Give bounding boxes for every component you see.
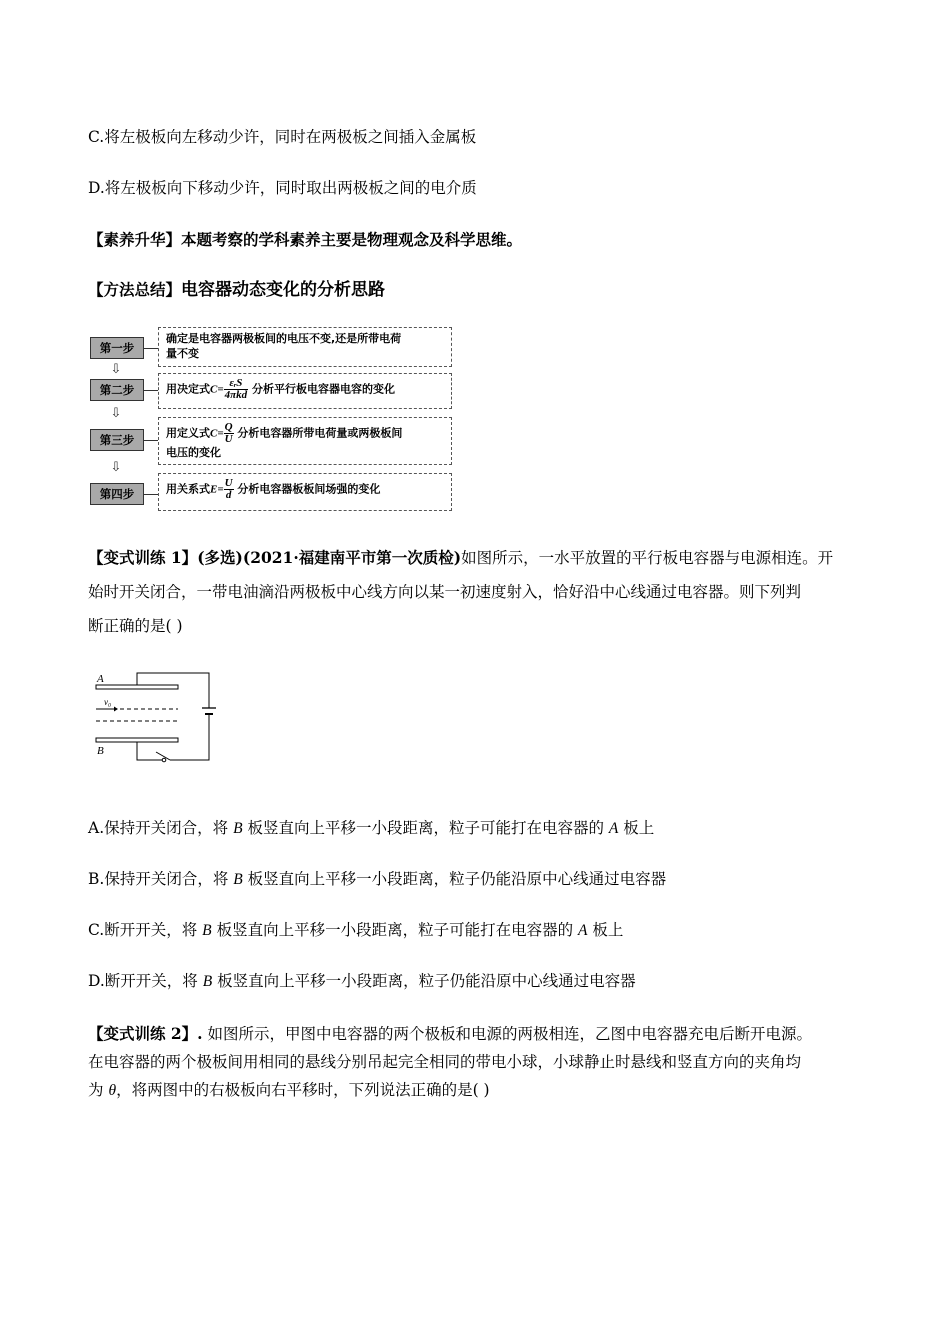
step-3-pre: 用定义式 — [166, 426, 210, 440]
q1-option-d-var: B — [202, 973, 213, 990]
connector-2 — [144, 390, 158, 391]
step-1-line2: 量不变 — [166, 347, 199, 360]
down-arrow-icon: ⇩ — [110, 406, 122, 421]
q1-option-a — [88, 818, 654, 839]
capacitor-circuit-figure — [90, 668, 220, 768]
step-3-line2: 电压的变化 — [166, 446, 221, 459]
step-4-box — [158, 473, 452, 511]
question-1-label: 【变式训练 1】 — [88, 548, 198, 567]
plate-b-label: B — [97, 745, 104, 757]
q1-option-a-var2: A — [608, 820, 619, 837]
switch-pivot — [162, 758, 166, 762]
q1-option-a-post: 板上 — [618, 819, 655, 837]
q1-option-a-mid: 板竖直向上平移一小段距离，粒子可能打在电容器的 — [242, 819, 609, 837]
step-4-lhs: E= — [210, 483, 224, 496]
down-arrow-icon: ⇩ — [110, 362, 122, 377]
step-4-label: 第四步 — [90, 483, 144, 505]
velocity-arrowhead-icon — [114, 707, 118, 712]
question-2-line3-post: ，将两图中的右极板向右平移时，下列说法正确的是( ) — [116, 1081, 490, 1099]
step-3-box — [158, 417, 452, 465]
method-section — [88, 280, 385, 300]
plate-a-label: A — [97, 673, 104, 685]
option-c-prev: C.将左极板向左移动少许，同时在两极板之间插入金属板 — [88, 128, 477, 146]
step-4-pre: 用关系式 — [166, 482, 210, 496]
question-1-tag: (多选)(2021·福建南平市第一次质检) — [197, 548, 462, 567]
step-4-post: 分析电容器板板间场强的变化 — [237, 482, 381, 496]
q1-option-d-pre: D.断开开关，将 — [88, 972, 203, 990]
question-1-line2: 始时开关闭合，一带电油滴沿两极板中心线方向以某一初速度射入，恰好沿中心线通过电容器。则下列判 — [88, 583, 802, 601]
q1-option-d — [88, 971, 636, 992]
method-title: 电容器动态变化的分析思路 — [181, 280, 386, 300]
question-2-text1: 如图所示，甲图中电容器的两个极板和电源的两极相连，乙图中电容器充电后断开电源。 — [202, 1025, 813, 1043]
question-1-line3: 断正确的是( ) — [88, 617, 183, 635]
step-2-lhs: C= — [210, 383, 224, 396]
question-1 — [88, 541, 868, 643]
step-2-box — [158, 373, 452, 409]
question-2-line3-pre: 为 — [88, 1081, 109, 1099]
step-4-den: d — [225, 489, 232, 501]
step-3-num: Q — [224, 421, 233, 433]
connector-4 — [144, 494, 158, 495]
step-2-pre: 用决定式 — [166, 382, 210, 396]
question-2-line3 — [88, 1076, 868, 1105]
down-arrow-icon: ⇩ — [110, 460, 122, 475]
step-3-label: 第三步 — [90, 429, 144, 451]
question-2-theta: θ — [108, 1082, 117, 1099]
q1-option-d-post: 板竖直向上平移一小段距离，粒子仍能沿原中心线通过电容器 — [212, 972, 636, 990]
plate-b — [96, 738, 178, 742]
question-2-label: 【变式训练 2】. — [88, 1024, 203, 1043]
step-3-fraction — [224, 422, 234, 445]
step-1-line1: 确定是电容器两极板间的电压不变,还是所带电荷 — [166, 332, 402, 345]
plate-a — [96, 685, 178, 689]
step-2-den: 4πkd — [224, 389, 248, 401]
question-2-line2: 在电容器的两个极板间用相同的悬线分别吊起完全相同的带电小球，小球静止时悬线和竖直方向的夹角均 — [88, 1053, 802, 1071]
step-1-box — [158, 327, 452, 367]
question-2-line1 — [88, 1020, 868, 1048]
q1-option-b-var: B — [233, 871, 243, 888]
step-1-label: 第一步 — [90, 337, 144, 359]
option-d-prev: D.将左极板向下移动少许，同时取出两极板之间的电介质 — [88, 179, 477, 197]
step-2-num: εᵣS — [224, 378, 249, 390]
velocity-label: v₀ — [104, 697, 112, 707]
q1-option-c-var: B — [202, 922, 212, 939]
step-4-num: U — [224, 477, 233, 489]
q1-option-b-pre: B.保持开关闭合，将 — [88, 870, 234, 888]
suyang-section — [88, 230, 522, 250]
wire-top — [137, 673, 209, 708]
q1-option-c-post: 板上 — [587, 921, 624, 939]
q1-option-b-post: 板竖直向上平移一小段距离，粒子仍能沿原中心线通过电容器 — [242, 870, 667, 888]
step-2-label: 第二步 — [90, 379, 144, 401]
q1-option-b — [88, 869, 666, 890]
step-2-fraction — [224, 378, 249, 401]
q1-option-c-var2: A — [578, 922, 588, 939]
suyang-text: 本题考察的学科素养主要是物理观念及科学思维。 — [181, 230, 523, 249]
question-1-line1 — [88, 541, 868, 575]
question-2 — [88, 1020, 868, 1105]
analysis-flowchart — [90, 327, 455, 513]
step-4-fraction — [224, 478, 234, 501]
step-3-lhs: C= — [210, 427, 224, 440]
suyang-label: 【素养升华】 — [88, 230, 182, 249]
step-2-post: 分析平行板电容器电容的变化 — [251, 382, 395, 396]
q1-option-c-mid: 板竖直向上平移一小段距离，粒子可能打在电容器的 — [211, 921, 578, 939]
step-3-post: 分析电容器所带电荷量或两极板间 — [237, 426, 403, 440]
step-3-den: U — [224, 433, 233, 445]
q1-option-a-pre: A.保持开关闭合，将 — [88, 819, 234, 837]
wire-bottom — [137, 742, 162, 760]
q1-option-c — [88, 920, 623, 941]
q1-option-c-pre: C.断开开关，将 — [88, 921, 203, 939]
q1-option-a-var: B — [233, 820, 243, 837]
connector-1 — [144, 348, 158, 349]
method-label: 【方法总结】 — [88, 280, 182, 299]
question-1-text1: 如图所示，一水平放置的平行板电容器与电源相连。开 — [461, 549, 834, 567]
connector-3 — [144, 440, 158, 441]
